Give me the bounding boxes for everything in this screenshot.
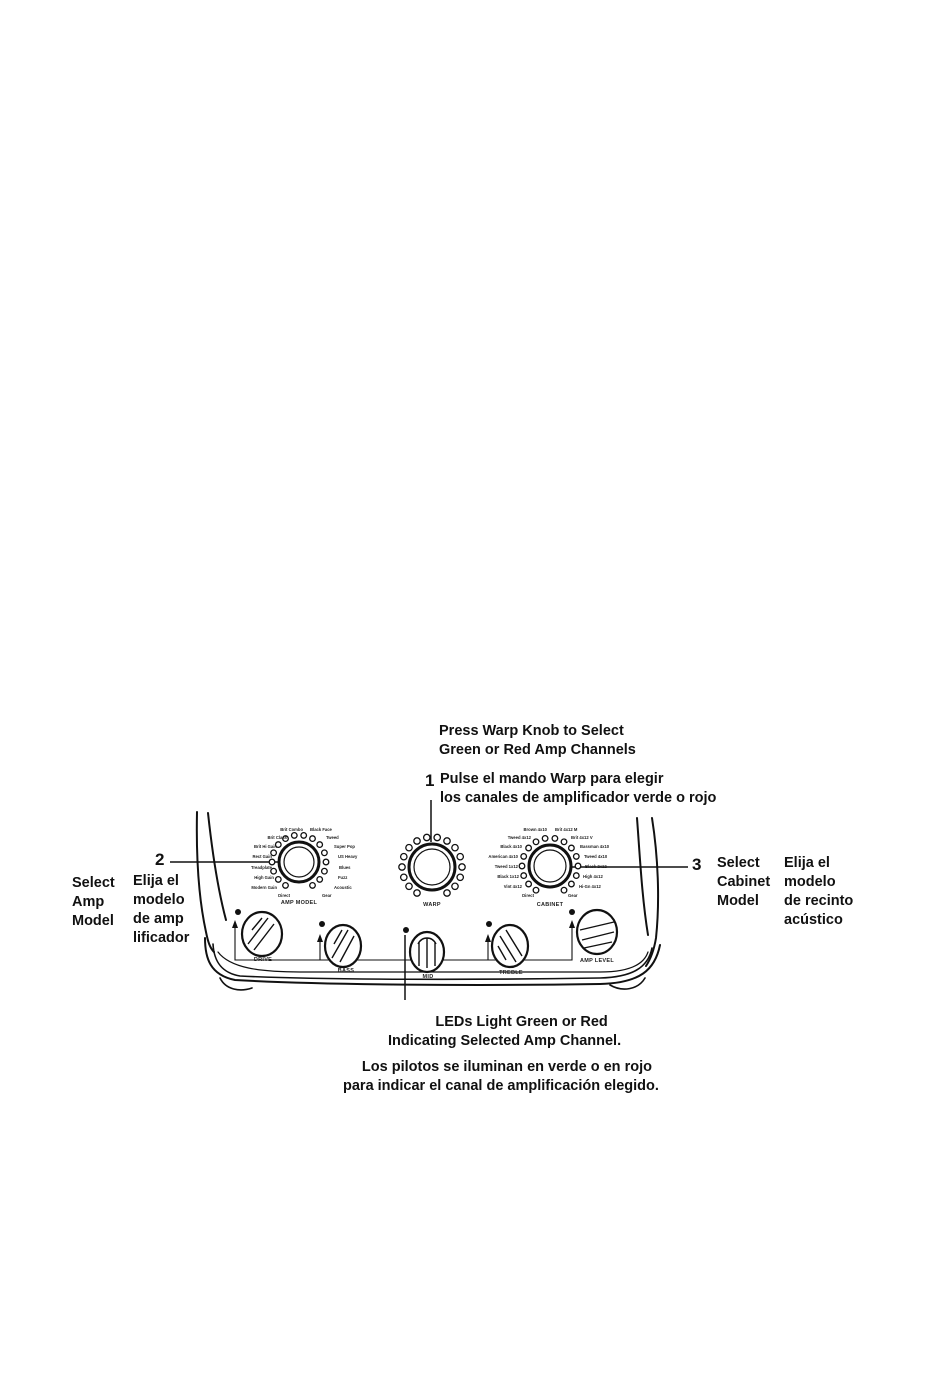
bass-knob[interactable]	[325, 925, 361, 967]
warp-instruction-en: Press Warp Knob to Select Green or Red Amp Channels	[439, 723, 636, 758]
led-bass	[319, 921, 325, 927]
warp-position-dot	[399, 864, 405, 870]
amp-model-position-dot	[323, 859, 329, 865]
warp-position-dot	[414, 838, 420, 844]
cabinet-position-dot	[574, 854, 580, 860]
amp-model-option: Fuzz	[338, 875, 348, 880]
cabinet-position-dot	[519, 863, 525, 869]
cabinet-instruction-en: Select Cabinet Model	[717, 855, 771, 909]
led-instruction-en: LEDs Light Green or Red Indicating Selected Amp Channel.	[388, 1014, 622, 1049]
cabinet-position-dot	[526, 881, 532, 887]
right-housing-strap	[637, 818, 648, 935]
warp-position-dot	[452, 845, 458, 851]
warp-position-dot	[457, 874, 463, 880]
cabinet-position-dot	[521, 854, 527, 860]
amp-model-option: Brit Class	[267, 835, 287, 840]
warp-position-dot	[406, 845, 412, 851]
amp-callout-number: 2	[155, 850, 165, 869]
amp-model-label: AMP MODEL	[280, 900, 318, 906]
amp-model-option: Super Pop	[334, 844, 355, 849]
cabinet-position-dot	[561, 887, 567, 893]
treble-knob[interactable]	[492, 925, 528, 967]
warp-callout-number: 1	[425, 771, 435, 790]
cabinet-callout-number: 3	[692, 855, 702, 874]
amp-model-option: Rect Gain	[252, 854, 272, 859]
cabinet-option: Tweed 1x12	[494, 864, 518, 869]
cabinet-option: Brit 4x12 V	[571, 835, 593, 840]
warp-instruction-es: Pulse el mando Warp para elegir los canales de amplificador verde o rojo	[440, 771, 717, 806]
amp-model-option: Modern Gain	[251, 885, 277, 890]
amp-level-knob-label: AMP LEVEL	[579, 958, 615, 964]
amp-model-selector[interactable]	[269, 833, 329, 889]
amp-model-option: Direct	[278, 893, 290, 898]
cabinet-position-dot	[575, 863, 581, 869]
amp-instruction-en: Select Amp Model	[72, 875, 115, 929]
amp-model-position-dot	[310, 883, 316, 889]
amp-model-position-dot	[322, 868, 328, 874]
cabinet-selector[interactable]	[519, 836, 581, 893]
led-amp-level	[569, 909, 575, 915]
mid-knob[interactable]	[410, 932, 444, 972]
amp-model-option: Gear	[322, 893, 332, 898]
drive-knob[interactable]	[242, 912, 282, 956]
warp-position-dot	[444, 838, 450, 844]
warp-position-dot	[424, 834, 430, 840]
amp-model-position-dot	[317, 877, 323, 883]
cabinet-position-dot	[521, 873, 527, 879]
cabinet-option: Direct	[522, 893, 534, 898]
cabinet-position-dot	[542, 836, 548, 842]
cabinet-option: Tweed 4x10	[584, 854, 608, 859]
mid-knob-label: MID	[422, 974, 434, 980]
led-drive	[235, 909, 241, 915]
amp-model-option: Blues	[339, 865, 351, 870]
amp-model-option: Black Face	[310, 827, 332, 832]
cabinet-option: Brit 4x12 M	[555, 827, 578, 832]
led-instruction-es: Los pilotos se iluminan en verde o en rojo para indicar el canal de amplificación elegido.	[343, 1059, 659, 1094]
cabinet-option: Vint 4x12	[503, 884, 522, 889]
amp-model-position-dot	[301, 833, 307, 839]
amp-model-position-dot	[317, 842, 323, 848]
warp-position-dot	[444, 890, 450, 896]
amp-model-position-dot	[276, 877, 282, 883]
warp-position-dot	[401, 854, 407, 860]
cabinet-position-dot	[533, 839, 539, 845]
warp-label: WARP	[423, 902, 441, 908]
cabinet-label: CABINET	[536, 902, 564, 908]
amp-model-option: Brit Hi Gain	[253, 844, 277, 849]
cabinet-position-dot	[526, 845, 532, 851]
cabinet-instruction-es: Elija el modelo de recinto acústico	[784, 855, 854, 928]
warp-position-dot	[434, 834, 440, 840]
amp-model-option: Treadplate	[251, 865, 272, 870]
warp-position-dot	[459, 864, 465, 870]
cabinet-option: Hi-Gn 4x12	[579, 884, 601, 889]
amp-level-knob[interactable]	[577, 910, 617, 954]
amp-model-option: Tweed	[326, 835, 339, 840]
treble-knob-label: TREBLE	[499, 970, 523, 976]
amp-model-position-dot	[292, 833, 298, 839]
drive-knob-label: DRIVE	[253, 957, 273, 963]
amp-model-option: High Gain	[254, 875, 274, 880]
amp-instruction-es: Elija el modelo de amp lificador	[133, 873, 190, 946]
left-housing-strap	[197, 812, 214, 952]
amp-model-position-dot	[283, 883, 289, 889]
warp-position-dot	[406, 883, 412, 889]
cabinet-position-dot	[574, 873, 580, 879]
amp-model-position-dot	[310, 836, 316, 842]
cabinet-position-dot	[533, 887, 539, 893]
amp-model-option: US Heavy	[338, 854, 358, 859]
cabinet-option: Black 2x12	[585, 864, 607, 869]
cabinet-option: Bassman 4x10	[580, 844, 610, 849]
amp-model-position-dot	[322, 850, 328, 856]
cabinet-option: High 4x12	[583, 874, 603, 879]
amp-model-option: Brit Combo	[280, 827, 303, 832]
cabinet-position-dot	[569, 845, 575, 851]
warp-position-dot	[457, 854, 463, 860]
warp-position-dot	[414, 890, 420, 896]
led-mid	[403, 927, 409, 933]
led-treble	[486, 921, 492, 927]
cabinet-option: Brown 4x10	[523, 827, 547, 832]
cabinet-position-dot	[552, 836, 558, 842]
warp-position-dot	[401, 874, 407, 880]
cabinet-option: Gear	[568, 893, 578, 898]
cabinet-option: Tweed 4x12	[507, 835, 531, 840]
cabinet-position-dot	[561, 839, 567, 845]
warp-position-dot	[452, 883, 458, 889]
warp-knob[interactable]	[399, 834, 465, 896]
amp-model-position-dot	[269, 859, 275, 865]
bass-knob-label: BASS	[337, 968, 355, 974]
amp-model-option: Acoustic	[334, 885, 352, 890]
cabinet-option: American 4x10	[488, 854, 518, 859]
cabinet-option: Black 4x10	[500, 844, 522, 849]
cabinet-option: Black 1x12	[497, 874, 519, 879]
cabinet-position-dot	[569, 881, 575, 887]
